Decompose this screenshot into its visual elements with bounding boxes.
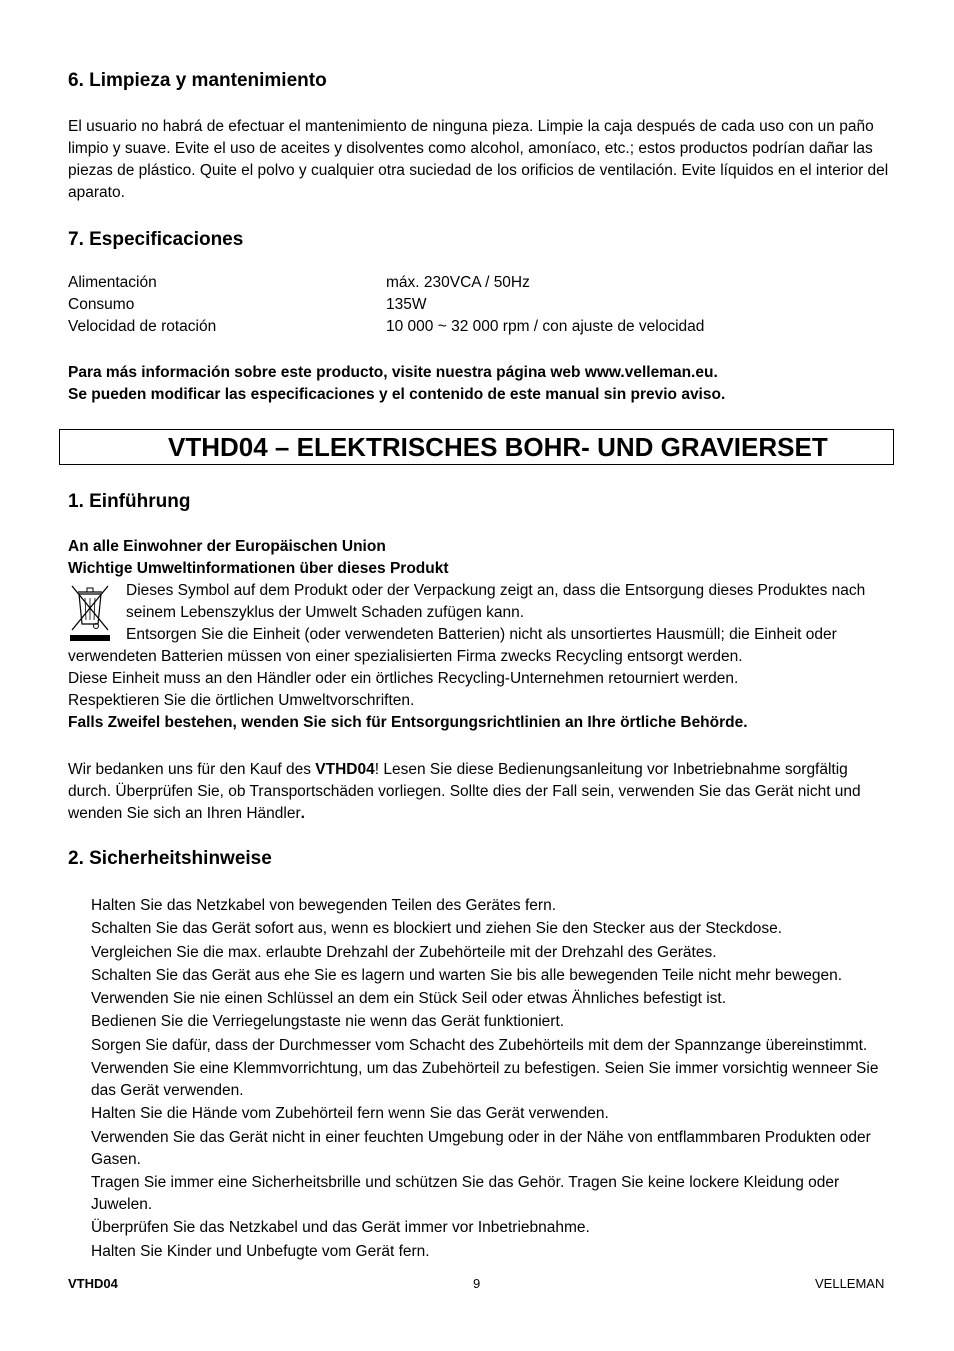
eu-heading-1: An alle Einwohner der Europäischen Union: [68, 538, 386, 555]
weee-text-5: Diese Einheit muss an den Händler oder ein örtliches Recycling-Unternehmen retourniert werden.: [68, 670, 739, 687]
footer-brand: VELLEMAN: [815, 1276, 885, 1291]
safety-item: Sorgen Sie dafür, dass der Durchmesser vom Schacht des Zubehörteils mit dem der Spannzange übereinstimmt.: [91, 1036, 868, 1054]
section-7-title: 7. Especificaciones: [68, 229, 244, 250]
safety-item: Verwenden Sie das Gerät nicht in einer feuchten Umgebung oder in der Nähe von entflammbaren Produkten oder Gasen.: [91, 1128, 871, 1168]
safety-item: Verwenden Sie eine Klemmvorrichtung, um das Zubehörteil zu befestigen. Seien Sie immer vorsichtig wenneer Sie das Gerät verwenden.: [91, 1060, 879, 1100]
einfuehrung-title: 1. Einführung: [68, 491, 191, 512]
safety-item: Schalten Sie das Gerät aus ehe Sie es lagern und warten Sie bis alle bewegenden Teile nicht mehr bewegen.: [91, 966, 843, 984]
spec-label-power: Alimentación: [68, 274, 157, 291]
weee-authority-note: Falls Zweifel bestehen, wenden Sie sich für Entsorgungsrichtlinien an Ihre örtliche Behörde.: [68, 714, 748, 731]
section-6-title: 6. Limpieza y mantenimiento: [68, 70, 327, 91]
spec-value-consumption: 135W: [386, 296, 427, 313]
weee-text-3: Entsorgen Sie die Einheit (oder verwendeten Batterien) nicht als unsortiertes Hausmüll; die Einheit oder: [126, 626, 837, 643]
info-line-notice: Se pueden modificar las especificaciones y el contenido de este manual sin previo aviso.: [68, 386, 726, 403]
weee-text-2: seinem Lebenszyklus der Umwelt Schaden zufügen kann.: [126, 604, 525, 621]
safety-item: Halten Sie Kinder und Unbefugte vom Gerät fern.: [91, 1242, 430, 1260]
model-name: VTHD04: [315, 761, 375, 778]
safety-item: Tragen Sie immer eine Sicherheitsbrille und schützen Sie das Gehör. Tragen Sie keine lockere Kleidung oder Juwelen.: [91, 1173, 840, 1213]
safety-item: Schalten Sie das Gerät sofort aus, wenn es blockiert und ziehen Sie den Stecker aus der Steckdose.: [91, 920, 783, 938]
thanks-text-rest: ! Lesen Sie diese Bedienungsanleitung vor Inbetriebnahme sorgfältig durch. Überprüfen Sie, ob Transportschäden vorliegen. Sollte dies der Fall sein, verwenden Sie das Gerät nicht und wenden Sie sich an Ihren Händler: [68, 761, 861, 822]
section-6-text: El usuario no habrá de efectuar el mantenimiento de ninguna pieza. Limpie la caja después de cada uso con un paño limpio y suave. Evite el uso de aceites y disolventes como alcohol, amoníaco, etc.; estos productos podrían dañar las piezas de plástico. Quite el polvo y cualquier otra suciedad de los orificios de ventilación. Evite líquidos en el interior del aparato.: [68, 118, 889, 201]
info-line-website: Para más información sobre este producto, visite nuestra página web www.velleman.eu.: [68, 364, 718, 381]
weee-text-6: Respektieren Sie die örtlichen Umweltvorschriften.: [68, 692, 415, 709]
sicherheitshinweise-title: 2. Sicherheitshinweise: [68, 848, 272, 869]
crossed-out-wheelie-bin-icon: [68, 584, 112, 644]
safety-item: Bedienen Sie die Verriegelungstaste nie wenn das Gerät funktioniert.: [91, 1013, 565, 1031]
safety-item: Halten Sie das Netzkabel von bewegenden Teilen des Gerätes fern.: [91, 897, 557, 914]
safety-item: Überprüfen Sie das Netzkabel und das Gerät immer vor Inbetriebnahme.: [91, 1219, 590, 1237]
thanks-paragraph: [68, 759, 893, 825]
safety-item: Vergleichen Sie die max. erlaubte Drehzahl der Zubehörteile mit der Drehzahl des Gerätes.: [91, 943, 717, 961]
eu-heading-2: Wichtige Umweltinformationen über dieses Produkt: [68, 560, 449, 577]
weee-text-1: Dieses Symbol auf dem Produkt oder der Verpackung zeigt an, dass die Entsorgung dieses Produktes nach: [126, 582, 866, 599]
spec-label-consumption: Consumo: [68, 296, 135, 313]
thanks-period: .: [300, 805, 305, 822]
page-number: 9: [473, 1276, 481, 1291]
spec-value-power: máx. 230VCA / 50Hz: [386, 274, 530, 291]
safety-item: Verwenden Sie nie einen Schlüssel an dem ein Stück Seil oder etwas Ähnliches befestigt ist.: [91, 990, 727, 1008]
german-section-banner: VTHD04 – ELEKTRISCHES BOHR- UND GRAVIERSET: [59, 429, 894, 465]
spec-label-speed: Velocidad de rotación: [68, 318, 217, 335]
thanks-text-start: Wir bedanken uns für den Kauf des: [68, 761, 316, 778]
weee-text-4: verwendeten Batterien müssen von einer spezialisierten Firma zwecks Recycling entsorgt werden.: [68, 648, 743, 665]
safety-list: [91, 895, 891, 1264]
footer-model: VTHD04: [68, 1276, 118, 1291]
safety-item: Halten Sie die Hände vom Zubehörteil fern wenn Sie das Gerät verwenden.: [91, 1105, 609, 1123]
spec-value-speed: 10 000 ~ 32 000 rpm / con ajuste de velocidad: [386, 318, 705, 335]
